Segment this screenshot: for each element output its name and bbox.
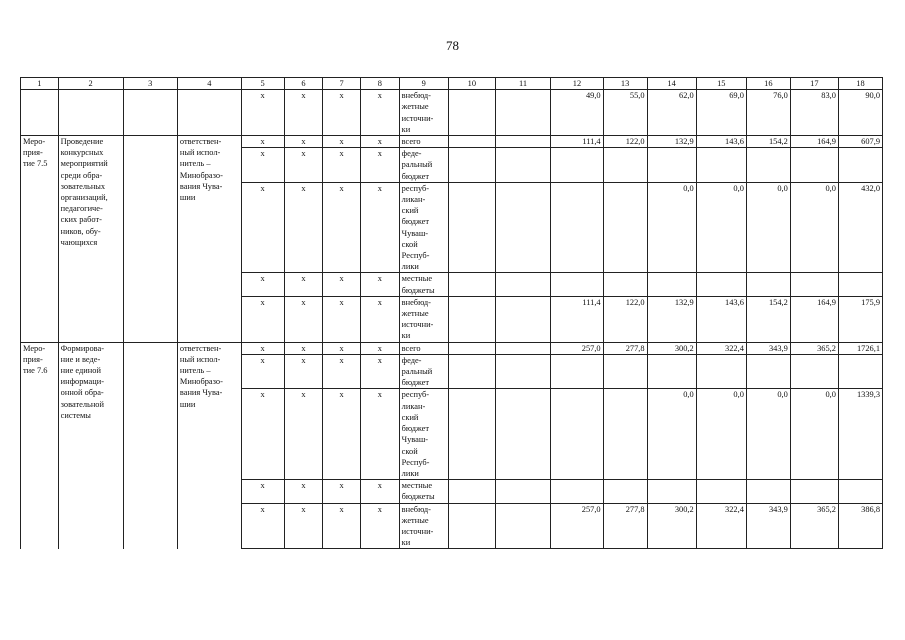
col-header-13: 13: [603, 78, 647, 90]
col-header-9: 9: [399, 78, 448, 90]
cell-x: х: [241, 90, 284, 136]
col-header-2: 2: [58, 78, 123, 90]
col-header-8: 8: [360, 78, 399, 90]
value-cell: 257,0: [551, 503, 603, 549]
value-cell: 1339,3: [838, 389, 882, 480]
value-cell: 1726,1: [838, 342, 882, 354]
table-row-m75-republic: х х х х респуб- ликан- ский бюджет Чуваш- ской Респуб- лики 0,0 0,0 0,0 0,0 432,0: [21, 182, 883, 273]
cell-x: х: [360, 90, 399, 136]
value-cell: 143,6: [696, 136, 746, 148]
source-label: феде- ральный бюджет: [399, 148, 448, 183]
col-header-11: 11: [495, 78, 550, 90]
source-label: респуб- ликан- ский бюджет Чуваш- ской Респуб- лики: [399, 182, 448, 273]
source-label: внебюд- жетные источни- ки: [399, 296, 448, 342]
table-row-m75-offbudget: х х х х внебюд- жетные источни- ки 111,4 122,0 132,9 143,6 154,2 164,9 175,9: [21, 296, 883, 342]
value-cell: 343,9: [746, 342, 790, 354]
value-cell: 0,0: [746, 182, 790, 273]
source-label: внебюд- жетные источни- ки: [399, 90, 448, 136]
value-cell: 132,9: [647, 296, 696, 342]
value-cell: 0,0: [790, 182, 838, 273]
value-cell: 257,0: [551, 342, 603, 354]
value-cell: 386,8: [838, 503, 882, 549]
column-numbers-row: [21, 78, 883, 90]
value-cell: 432,0: [838, 182, 882, 273]
value-cell: 365,2: [790, 503, 838, 549]
responsible-executor: ответствен- ный испол- нитель – Минобразо- вания Чува- шии: [177, 342, 241, 549]
value-cell: 154,2: [746, 296, 790, 342]
value-cell: 277,8: [603, 342, 647, 354]
value-cell: 0,0: [647, 182, 696, 273]
table-row-continuation: [21, 90, 883, 136]
source-label: внебюд- жетные источни- ки: [399, 503, 448, 549]
value-cell: 343,9: [746, 503, 790, 549]
source-label: всего: [399, 342, 448, 354]
empty-col-3: [123, 342, 177, 549]
source-label: местные бюджеты: [399, 273, 448, 296]
col-header-7: 7: [323, 78, 361, 90]
value-cell: 164,9: [790, 296, 838, 342]
table-row-m75-total: Меро- прия- тие 7.5 Проведение конкурсных мероприятий среди обра- зовательных организаций, педагогиче- ских работ- ников, обу- чающихся ответствен- ный испол- нитель – Минобразо- вания Чува- шии х х х х всего 111,4 122,0 132,9 143,6 154,2 164,9 607,9: [21, 136, 883, 148]
source-label: местные бюджеты: [399, 480, 448, 503]
value-cell: 111,4: [551, 136, 603, 148]
col-header-14: 14: [647, 78, 696, 90]
value-cell: 143,6: [696, 296, 746, 342]
table-row-m76-local: х х х х местные бюджеты: [21, 480, 883, 503]
value-cell: 83,0: [790, 90, 838, 136]
table-row-m76-total: Меро- прия- тие 7.6 Формирова- ние и веде- ние единой информаци- онной обра- зовательной системы ответствен- ный испол- нитель – Минобразо- вания Чува- шии х х х х всего 257,0 277,8 300,2 322,4 343,9 365,2 1726,1: [21, 342, 883, 354]
responsible-executor: ответствен- ный испол- нитель – Минобразо- вания Чува- шии: [177, 136, 241, 343]
measure-name: Проведение конкурсных мероприятий среди обра- зовательных организаций, педагогиче- ских работ- ников, обу- чающихся: [58, 136, 123, 343]
value-cell: 122,0: [603, 296, 647, 342]
value-cell: 277,8: [603, 503, 647, 549]
source-label: респуб- ликан- ский бюджет Чуваш- ской Респуб- лики: [399, 389, 448, 480]
value-cell: 322,4: [696, 342, 746, 354]
value-cell: 175,9: [838, 296, 882, 342]
col-header-6: 6: [284, 78, 323, 90]
measure-number: Меро- прия- тие 7.6: [21, 342, 59, 549]
value-cell: 90,0: [838, 90, 882, 136]
value-cell: 0,0: [696, 389, 746, 480]
table-row-m76-federal: х х х х феде- ральный бюджет: [21, 354, 883, 389]
col-header-15: 15: [696, 78, 746, 90]
col-header-16: 16: [746, 78, 790, 90]
col-header-17: 17: [790, 78, 838, 90]
measure-name: Формирова- ние и веде- ние единой информаци- онной обра- зовательной системы: [58, 342, 123, 549]
value-cell: 0,0: [647, 389, 696, 480]
value-cell: 300,2: [647, 342, 696, 354]
value-cell: 164,9: [790, 136, 838, 148]
col-header-1: 1: [21, 78, 59, 90]
value-cell: 300,2: [647, 503, 696, 549]
value-cell: 76,0: [746, 90, 790, 136]
value-cell: 132,9: [647, 136, 696, 148]
table-row-m76-republic: х х х х респуб- ликан- ский бюджет Чуваш- ской Респуб- лики 0,0 0,0 0,0 0,0 1339,3: [21, 389, 883, 480]
value-cell: 154,2: [746, 136, 790, 148]
value-cell: 55,0: [603, 90, 647, 136]
value-cell: 607,9: [838, 136, 882, 148]
value-cell: 365,2: [790, 342, 838, 354]
value-cell: 111,4: [551, 296, 603, 342]
page-number: 78: [446, 38, 459, 53]
value-cell: 0,0: [746, 389, 790, 480]
value-cell: 49,0: [551, 90, 603, 136]
col-header-3: 3: [123, 78, 177, 90]
value-cell: 0,0: [790, 389, 838, 480]
value-cell: 0,0: [696, 182, 746, 273]
table-row-m75-federal: х х х х феде- ральный бюджет: [21, 148, 883, 183]
empty-col-3: [123, 136, 177, 343]
col-header-18: 18: [838, 78, 882, 90]
col-header-12: 12: [551, 78, 603, 90]
cell-x: х: [323, 90, 361, 136]
value-cell: 122,0: [603, 136, 647, 148]
measure-number: Меро- прия- тие 7.5: [21, 136, 59, 343]
col-header-4: 4: [177, 78, 241, 90]
col-header-10: 10: [448, 78, 495, 90]
value-cell: 69,0: [696, 90, 746, 136]
source-label: феде- ральный бюджет: [399, 354, 448, 389]
value-cell: 322,4: [696, 503, 746, 549]
financing-table: [20, 77, 883, 549]
table-row-m76-offbudget: х х х х внебюд- жетные источни- ки 257,0 277,8 300,2 322,4 343,9 365,2 386,8: [21, 503, 883, 549]
value-cell: 62,0: [647, 90, 696, 136]
cell-x: х: [284, 90, 323, 136]
col-header-5: 5: [241, 78, 284, 90]
table-row-m75-local: х х х х местные бюджеты: [21, 273, 883, 296]
source-label: всего: [399, 136, 448, 148]
